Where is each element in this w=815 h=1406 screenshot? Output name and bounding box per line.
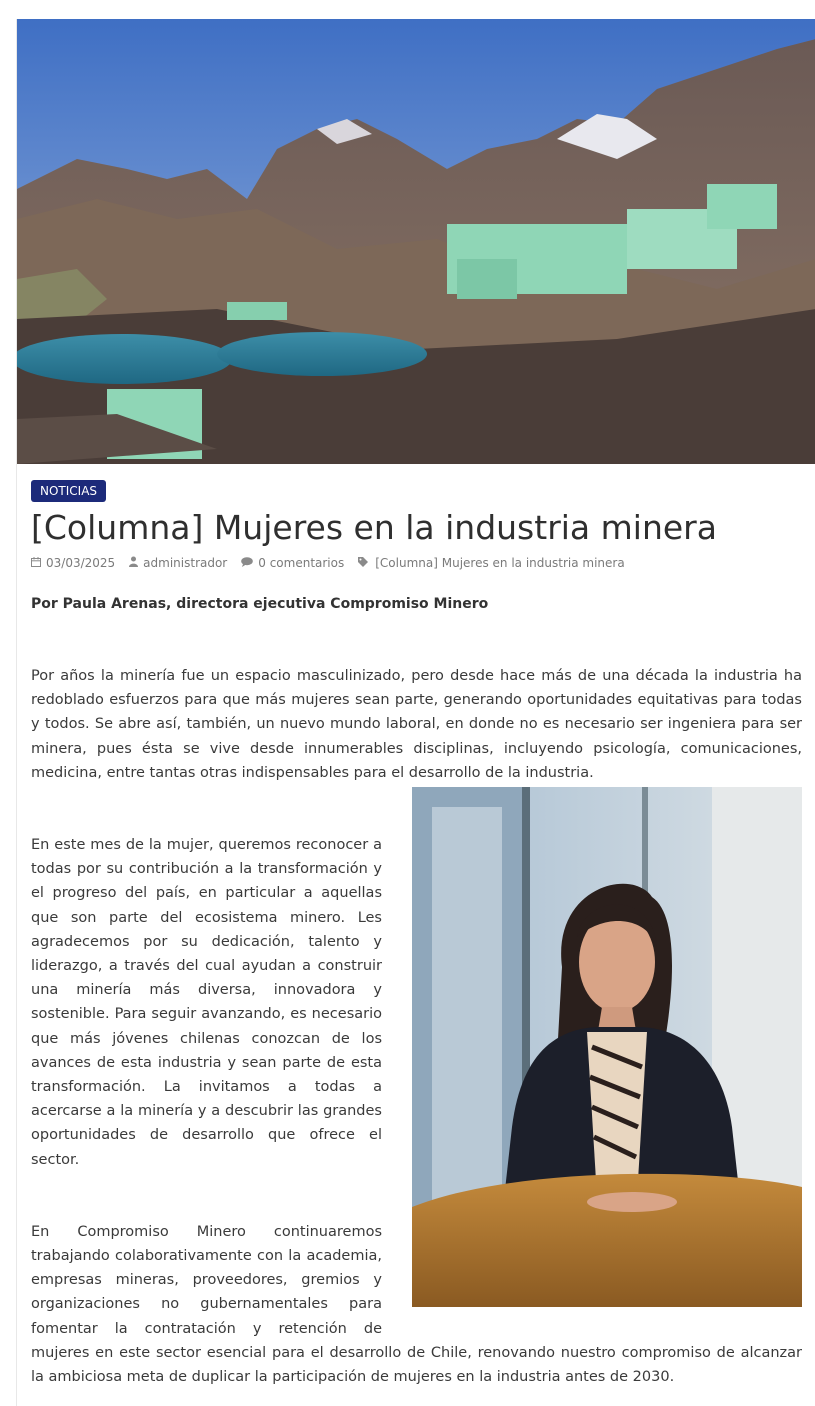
user-icon (129, 556, 138, 570)
article (16, 19, 815, 1406)
meta-tag[interactable] (358, 556, 624, 570)
meta-date[interactable] (31, 556, 115, 570)
article-paragraph-3: En Compromiso Minero continuaremos trabajando colaborativamente con la academia, empresas mineras, proveedores, gremios y organizaciones no gubernamentales para fomentar la contratación y retención de mujeres en este sector esencial para el desarrollo de Chile, renovando nuestro compromiso de alcanzar la ambiciosa meta de duplicar la participación de mujeres en la industria antes de 2030. (31, 1223, 802, 1386)
meta-comments[interactable] (241, 556, 344, 570)
article-paragraph-2: En este mes de la mujer, queremos reconocer a todas por su contribución a la transformación y el progreso del país, en particular a aquellas que son parte del ecosistema minero. Les agradecemos por su dedicación, talento y liderazgo, a través del cual ayudan a construir una minería más diversa, innovadora y sostenible. Para seguir avanzando, es necesario que más jóvenes chilenas conozcan de los avances de esta industria y sean parte de esta transformación. La invitamos a todas a acercarse a la minería y a descubrir las grandes oportunidades de desarrollo que ofrece el sector. (31, 837, 382, 1168)
meta-date-text: 03/03/2025 (46, 556, 116, 570)
article-title: [Columna] Mujeres en la industria minera (31, 508, 717, 547)
article-content (31, 480, 802, 1389)
article-meta (31, 556, 802, 570)
author-portrait-image (412, 787, 802, 1307)
meta-tag-text: [Columna] Mujeres en la industria minera (375, 556, 625, 570)
meta-author-text: administrador (143, 556, 228, 570)
comment-icon (241, 556, 253, 570)
tag-icon (358, 556, 370, 570)
featured-image-mine-landscape (17, 19, 815, 464)
calendar-icon (31, 556, 41, 570)
article-byline: Por Paula Arenas, directora ejecutiva Compromiso Minero (31, 596, 489, 612)
meta-comments-text: 0 comentarios (258, 556, 345, 570)
category-badge[interactable]: NOTICIAS (31, 480, 106, 502)
article-paragraph-1: Por años la minería fue un espacio masculinizado, pero desde hace más de una década la industria ha redoblado esfuerzos para que más mujeres sean parte, generando oportunidades equitativas para todas y todos. Se abre así, también, un nuevo mundo laboral, en donde no es necesario ser ingeniera para ser minera, pues ésta se vive desde innumerables disciplinas, incluyendo psicología, comunicaciones, medicina, entre tantas otras indispensables para el desarrollo de la industria. (31, 668, 802, 781)
meta-author[interactable] (129, 556, 227, 570)
